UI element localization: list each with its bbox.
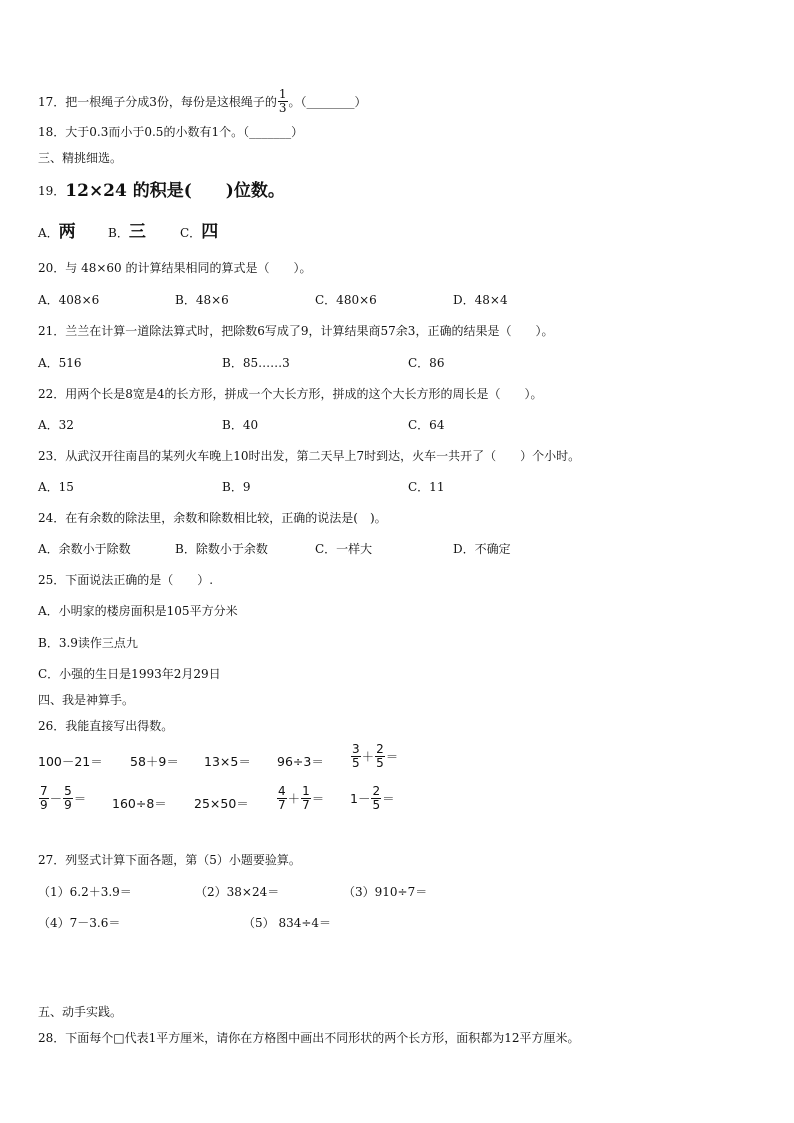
- q17-answer-blank[interactable]: 。（________）: [288, 94, 367, 109]
- q24-option-a[interactable]: A．余数小于除数: [38, 542, 131, 556]
- fraction: $\frac{1}{7}$: [302, 784, 310, 812]
- q21-option-b[interactable]: B．85……3: [222, 356, 290, 370]
- q25-option-b[interactable]: B．3.9读作三点九: [38, 636, 138, 650]
- section-heading-5: 五、动手实践。: [38, 1005, 123, 1019]
- question-24: 24．在有余数的除法里，余数和除数相比较，正确的说法是( )。: [38, 511, 387, 525]
- fraction: $\frac{7}{9}$: [40, 784, 48, 812]
- q23-option-b[interactable]: B．9: [222, 480, 251, 494]
- question-28: 28．下面每个□代表1平方厘米，请你在方格图中画出不同形状的两个长方形，面积都为12平方厘米。: [38, 1031, 580, 1045]
- calc-item: 25×50＝: [194, 796, 249, 811]
- question-18: 18．大于0.3而小于0.5的小数有1个。（_______）: [38, 125, 304, 139]
- question-22: 22．用两个长是8宽是4的长方形，拼成一个大长方形，拼成的这个大长方形的周长是（ ）。: [38, 387, 543, 401]
- calc-fraction-item: $\frac{7}{9}$ － $\frac{5}{9}$ ＝: [40, 784, 87, 812]
- q27-item-5: （5） 834÷4＝: [243, 916, 332, 930]
- q19-option-a[interactable]: A．两: [38, 222, 76, 242]
- calc-item: 100－21＝: [38, 754, 103, 769]
- q24-option-c[interactable]: C．一样大: [315, 542, 373, 556]
- q20-option-a[interactable]: A．408×6: [38, 293, 100, 307]
- q22-option-b[interactable]: B．40: [222, 418, 259, 432]
- q23-option-c[interactable]: C．11: [408, 480, 445, 494]
- q24-option-d[interactable]: D．不确定: [453, 542, 511, 556]
- calc-item: 160÷8＝: [112, 796, 167, 811]
- fraction: $\frac{5}{9}$: [64, 784, 72, 812]
- q20-option-d[interactable]: D．48×4: [453, 293, 508, 307]
- calc-item: 13×5＝: [204, 754, 251, 769]
- question-20: 20．与 48×60 的计算结果相同的算式是（ ）。: [38, 261, 312, 275]
- fraction: $\frac{4}{7}$: [278, 784, 286, 812]
- question-21: 21．兰兰在计算一道除法算式时，把除数6写成了9，计算结果商57余3，正确的结果是（ ）。: [38, 324, 554, 338]
- question-23: 23．从武汉开往南昌的某列火车晚上10时出发，第二天早上7时到达，火车一共开了（ ）个小时。: [38, 449, 581, 463]
- calc-item: 58＋9＝: [130, 754, 179, 769]
- q21-option-a[interactable]: A．516: [38, 356, 82, 370]
- q25-option-a[interactable]: A．小明家的楼房面积是105平方分米: [38, 604, 238, 618]
- fraction: $\frac{3}{5}$: [352, 742, 360, 770]
- q17-text: 17．把一根绳子分成3份，每份是这根绳子的: [38, 94, 277, 109]
- fraction: $\frac{1}{3}$: [278, 87, 287, 115]
- calc-fraction-item: 1－ $\frac{2}{5}$ ＝: [350, 784, 395, 812]
- q21-option-c[interactable]: C．86: [408, 356, 445, 370]
- question-27: 27．列竖式计算下面各题，第（5）小题要验算。: [38, 853, 301, 867]
- q27-item-1: （1）6.2＋3.9＝: [38, 885, 132, 899]
- fraction: $\frac{2}{5}$: [376, 742, 384, 770]
- question-17: [38, 88, 367, 115]
- q23-option-a[interactable]: A．15: [38, 480, 74, 494]
- question-19: [38, 180, 285, 202]
- calc-fraction-item: $\frac{3}{5}$ ＋ $\frac{2}{5}$ ＝: [352, 742, 399, 770]
- q22-option-c[interactable]: C．64: [408, 418, 445, 432]
- q22-option-a[interactable]: A．32: [38, 418, 74, 432]
- calc-fraction-item: $\frac{4}{7}$ ＋ $\frac{1}{7}$ ＝: [278, 784, 325, 812]
- q19-option-b[interactable]: B．三: [108, 222, 146, 242]
- q19-number: 19．: [38, 184, 66, 198]
- q24-option-b[interactable]: B．除数小于余数: [175, 542, 268, 556]
- q20-option-b[interactable]: B．48×6: [175, 293, 229, 307]
- calc-item: 96÷3＝: [277, 754, 324, 769]
- section-heading-4: 四、我是神算手。: [38, 693, 135, 707]
- q27-item-4: （4）7－3.6＝: [38, 916, 121, 930]
- question-25: 25．下面说法正确的是（ ）.: [38, 573, 214, 587]
- q27-item-3: （3）910÷7＝: [343, 885, 428, 899]
- q20-option-c[interactable]: C．480×6: [315, 293, 377, 307]
- fraction: $\frac{2}{5}$: [372, 784, 381, 812]
- section-heading-3: 三、精挑细选。: [38, 151, 123, 165]
- q27-item-2: （2）38×24＝: [195, 885, 280, 899]
- q19-option-c[interactable]: C．四: [180, 222, 219, 242]
- q19-text: 12×24 的积是( )位数。: [65, 181, 285, 201]
- question-26: 26．我能直接写出得数。: [38, 719, 174, 733]
- q25-option-c[interactable]: C．小强的生日是1993年2月29日: [38, 667, 221, 681]
